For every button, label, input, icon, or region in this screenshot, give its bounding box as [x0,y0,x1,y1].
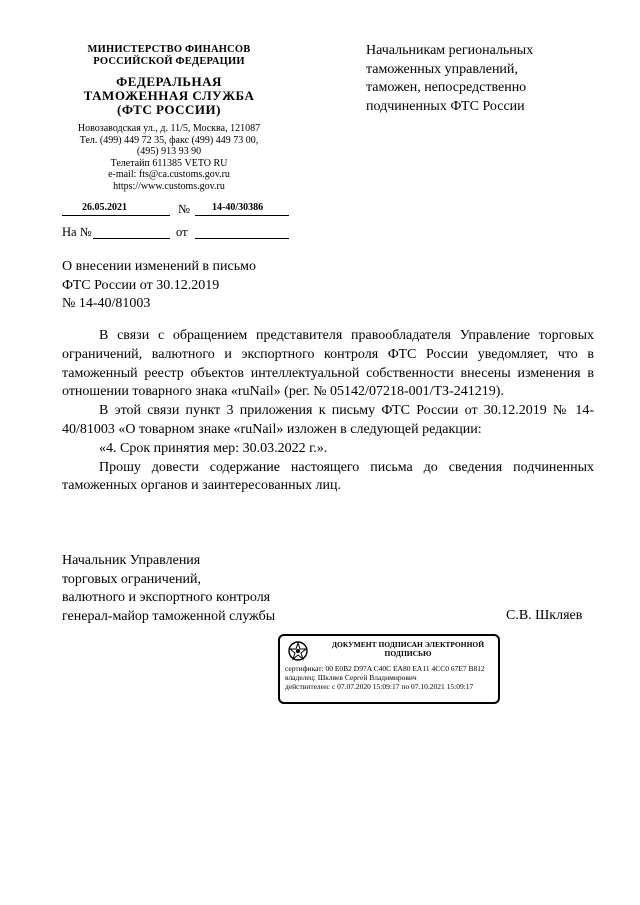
ministry-line-2: РОССИЙСКОЙ ФЕДЕРАЦИИ [93,56,245,67]
date-underline [62,215,170,216]
phone-line-2: (495) 913 93 90 [136,146,202,157]
body-paragraph-4: Прошу довести содержание настоящего письма до сведения подчиненных таможенных органов и заинтересованных лиц. [62,459,594,494]
registration-number: 14-40/30386 [212,202,264,213]
reply-date-underline [195,238,289,239]
reply-number-label: На № [62,225,92,239]
registration-number-label: № [178,202,190,216]
subject-line-1: О внесении изменений в письмо [62,259,256,274]
teletype-line: Телетайп 611385 VETO RU [110,157,228,169]
stamp-certificate: сертификат: 00 E0B2 D97A C40C EA80 EA11 4CC0 67E7 B812 [285,664,485,673]
body-paragraph-2: В этой связи пункт 3 приложения к письму ФТС России от 30.12.2019 № 14-40/81003 «О товарном знаке «ruNail» изложен в следующей редакции: [62,403,594,437]
recipient-block [366,42,606,116]
website-line: https://www.customs.gov.ru [113,180,225,192]
recipient-line-3: таможен, непосредственно [366,80,527,95]
letter-body [62,327,594,496]
body-paragraph-3: «4. Срок принятия мер: 30.03.2022 г.». [99,440,328,456]
position-line-3: валютного и экспортного контроля [62,590,271,605]
body-paragraph-1: В связи с обращением представителя правообладателя Управление торговых ограничений, валютного и экспортного контроля ФТС России уведомляет, что в таможенный реестр объектов интеллектуальной собственности внесены изменения в отношении товарного знака «ruNail» (рег. № 05142/07218-001/ТЗ-241219). [62,328,594,400]
agency-name [58,75,280,117]
stamp-title: ДОКУМЕНТ ПОДПИСАН ЭЛЕКТРОННОЙ ПОДПИСЬЮ [331,640,485,658]
ministry-line-1: МИНИСТЕРСТВО ФИНАНСОВ [87,44,251,55]
reply-date-label: от [176,225,188,239]
position-line-1: Начальник Управления [62,553,201,568]
address-line: Новозаводская ул., д. 11/5, Москва, 121087 [77,123,261,134]
recipient-line-4: подчиненных ФТС России [366,98,525,114]
letter-subject [62,258,362,314]
ministry-name [58,44,280,68]
signatory-name: С.В. Шкляев [506,608,583,623]
email-line: e-mail: fts@ca.customs.gov.ru [108,169,230,180]
electronic-signature-stamp [278,634,500,704]
emblem-icon [285,639,311,663]
subject-line-3: № 14-40/81003 [62,296,151,311]
number-underline [195,215,289,216]
stamp-owner: владелец: Шкляев Сергей Владимирович [285,673,417,682]
agency-line-2: ТАМОЖЕННАЯ СЛУЖБА [83,88,255,103]
signatory-position [62,552,362,626]
reply-number-underline [93,238,170,239]
agency-line-1: ФЕДЕРАЛЬНАЯ [116,74,222,89]
position-line-4: генерал-майор таможенной службы [62,608,276,624]
stamp-validity: действителен: с 07.07.2020 15:09:17 по 07.10.2021 15:09:17 [285,682,474,691]
recipient-line-1: Начальникам региональных [366,43,534,58]
agency-line-3: (ФТС РОССИИ) [117,102,221,117]
subject-line-2: ФТС России от 30.12.2019 [62,277,220,293]
stamp-details [285,664,497,691]
position-line-2: торговых ограничений, [62,571,202,587]
agency-contacts [58,123,280,192]
recipient-line-2: таможенных управлений, [366,61,518,77]
registration-date: 26.05.2021 [82,202,127,213]
phone-line: Тел. (499) 449 72 35, факс (499) 449 73 00, [79,134,259,146]
